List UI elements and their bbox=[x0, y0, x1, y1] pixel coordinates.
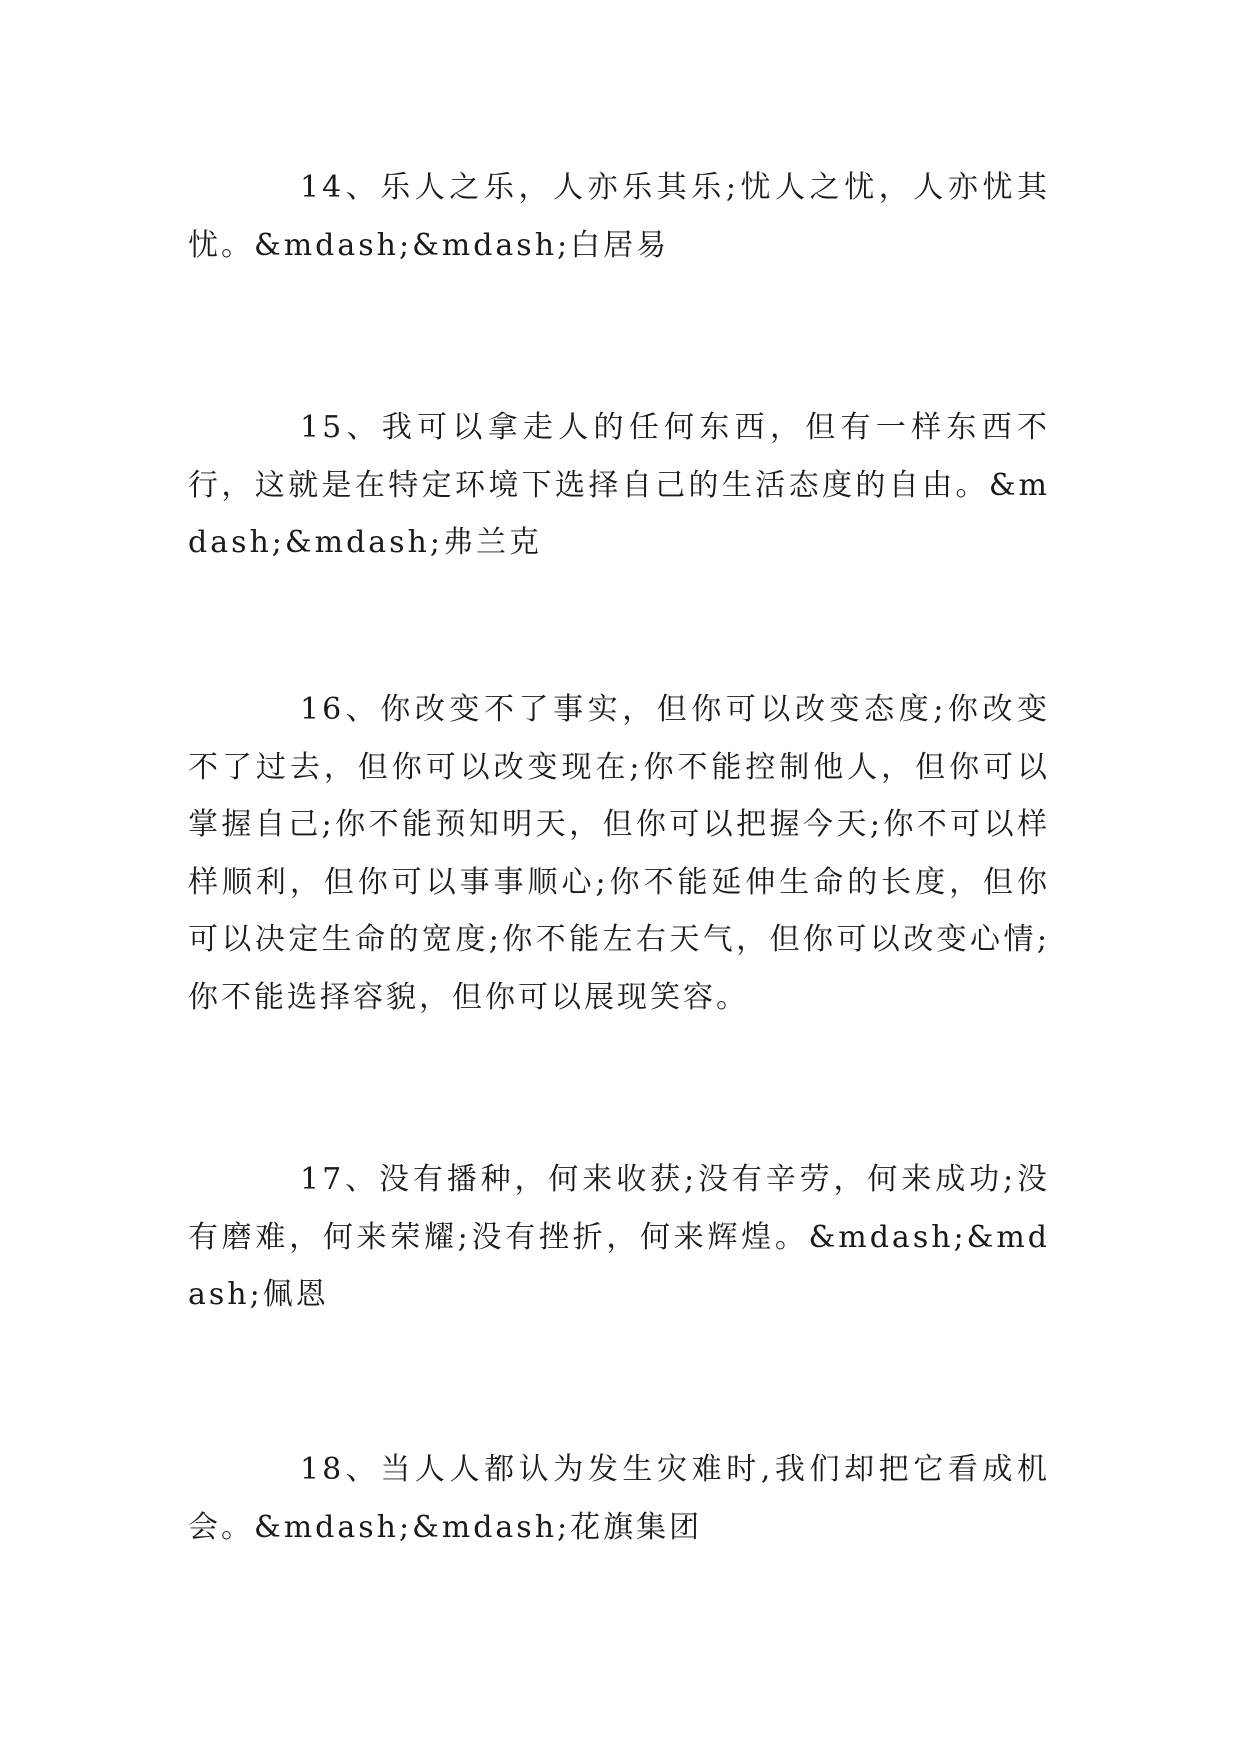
quote-paragraph-15: 15、我可以拿走人的任何东西，但有一样东西不行，这就是在特定环境下选择自己的生活态度的自由。&mdash;&mdash;弗兰克 bbox=[188, 410, 1050, 561]
quote-paragraph-18: 18、当人人都认为发生灾难时,我们却把它看成机会。&mdash;&mdash;花旗集团 bbox=[188, 1452, 1050, 1545]
quote-paragraph-16: 16、你改变不了事实，但你可以改变态度;你改变不了过去，但你可以改变现在;你不能控制他人，但你可以掌握自己;你不能预知明天，但你可以把握今天;你不可以样样顺利，但你可以事事顺心;你不能延伸生命的长度，但你可以决定生命的宽度;你不能左右天气，但你可以改变心情;你不能选择容貌，但你可以展现笑容。 bbox=[188, 692, 1050, 1015]
quote-paragraph-14: 14、乐人之乐，人亦乐其乐;忧人之忧，人亦忧其忧。&mdash;&mdash;白居易 bbox=[188, 170, 1050, 263]
quote-paragraph-17: 17、没有播种，何来收获;没有辛劳，何来成功;没有磨难，何来荣耀;没有挫折，何来辉煌。&mdash;&mdash;佩恩 bbox=[188, 1162, 1050, 1313]
